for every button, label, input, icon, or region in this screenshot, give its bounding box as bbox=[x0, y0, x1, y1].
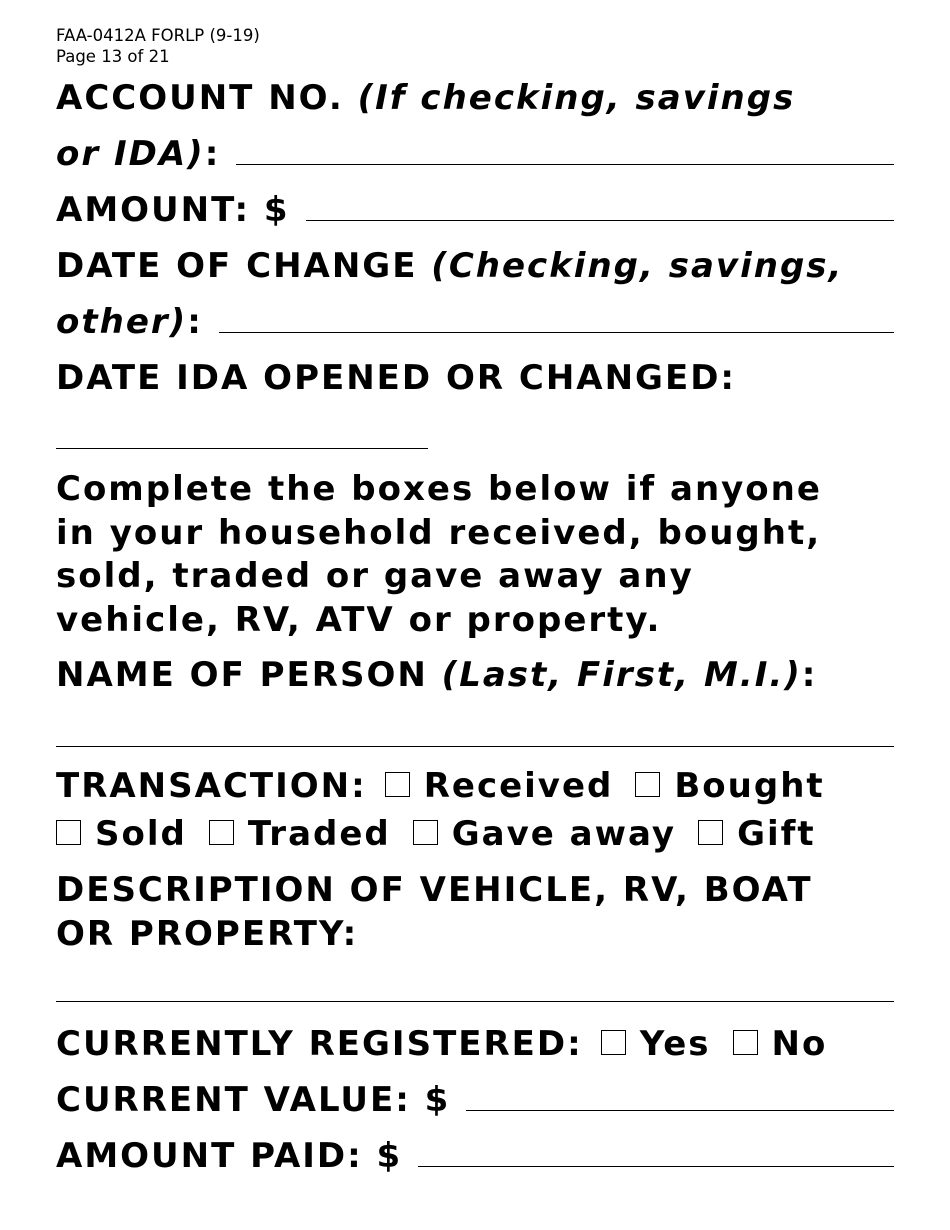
amount-paid-label: AMOUNT PAID: $ bbox=[56, 1136, 403, 1176]
transaction-row-2 bbox=[56, 814, 894, 854]
instructions-line: Complete the boxes below if anyone bbox=[56, 469, 822, 509]
registered-row bbox=[56, 1024, 906, 1064]
transaction-option-gave-away[interactable]: Gave away bbox=[413, 814, 676, 854]
checkbox-yes[interactable] bbox=[601, 1030, 626, 1055]
date-ida-row bbox=[56, 358, 894, 398]
description-field[interactable] bbox=[56, 1001, 894, 1002]
account-label-line1 bbox=[56, 78, 894, 118]
transaction-option-received[interactable]: Received bbox=[385, 766, 614, 806]
current-value-field[interactable] bbox=[466, 1109, 894, 1111]
transaction-option-bought[interactable]: Bought bbox=[635, 766, 824, 806]
transaction-label: TRANSACTION: bbox=[56, 766, 367, 806]
transaction-option-traded[interactable]: Traded bbox=[209, 814, 391, 854]
description-label: DESCRIPTION OF VEHICLE, RV, BOAT OR PROPERTY: bbox=[56, 870, 813, 954]
account-note-2: or IDA) bbox=[56, 134, 205, 174]
amount-paid-row bbox=[56, 1136, 894, 1176]
account-note-1: (If checking, savings bbox=[357, 78, 796, 118]
transaction-option-gift[interactable]: Gift bbox=[698, 814, 816, 854]
transaction-row-1 bbox=[56, 766, 894, 806]
instructions-line: sold, traded or gave away any bbox=[56, 556, 694, 596]
amount-label: AMOUNT: $ bbox=[56, 190, 290, 230]
date-change-note-1: (Checking, savings, bbox=[431, 246, 844, 286]
amount-row bbox=[56, 190, 894, 230]
date-change-line1 bbox=[56, 246, 894, 286]
checkbox-gift[interactable] bbox=[698, 820, 723, 845]
checkbox-no[interactable] bbox=[733, 1030, 758, 1055]
current-value-row bbox=[56, 1080, 894, 1120]
registered-label: CURRENTLY REGISTERED: bbox=[56, 1024, 583, 1064]
checkbox-bought[interactable] bbox=[635, 772, 660, 797]
page-number: Page 13 of 21 bbox=[56, 47, 170, 66]
form-id: FAA-0412A FORLP (9-19) bbox=[56, 26, 260, 45]
current-value-label: CURRENT VALUE: $ bbox=[56, 1080, 451, 1120]
amount-field[interactable] bbox=[306, 219, 894, 221]
instructions bbox=[56, 468, 916, 642]
account-row: or IDA) : bbox=[56, 134, 894, 174]
amount-paid-field[interactable] bbox=[418, 1165, 894, 1167]
date-change-label: DATE OF CHANGE bbox=[56, 246, 418, 286]
date-change-field[interactable] bbox=[219, 331, 894, 333]
date-ida-label: DATE IDA OPENED OR CHANGED: bbox=[56, 358, 737, 398]
name-person-field[interactable] bbox=[56, 746, 894, 747]
registered-option-yes[interactable]: Yes bbox=[601, 1024, 711, 1064]
date-change-row: other) : bbox=[56, 302, 894, 342]
form-header bbox=[56, 25, 260, 67]
checkbox-sold[interactable] bbox=[56, 820, 81, 845]
account-number-field[interactable] bbox=[236, 163, 894, 165]
account-label: ACCOUNT NO. bbox=[56, 78, 344, 118]
checkbox-traded[interactable] bbox=[209, 820, 234, 845]
transaction-option-sold[interactable]: Sold bbox=[56, 814, 187, 854]
name-person-row: NAME OF PERSON (Last, First, M.I.) : bbox=[56, 655, 818, 695]
checkbox-gave-away[interactable] bbox=[413, 820, 438, 845]
name-person-label: NAME OF PERSON bbox=[56, 655, 428, 695]
date-ida-field[interactable] bbox=[56, 448, 428, 449]
name-person-note: (Last, First, M.I.) bbox=[441, 655, 802, 695]
checkbox-received[interactable] bbox=[385, 772, 410, 797]
registered-option-no[interactable]: No bbox=[733, 1024, 828, 1064]
instructions-line: vehicle, RV, ATV or property. bbox=[56, 599, 662, 640]
date-change-note-2: other) bbox=[56, 302, 188, 342]
instructions-line: in your household received, bought, bbox=[56, 512, 822, 553]
